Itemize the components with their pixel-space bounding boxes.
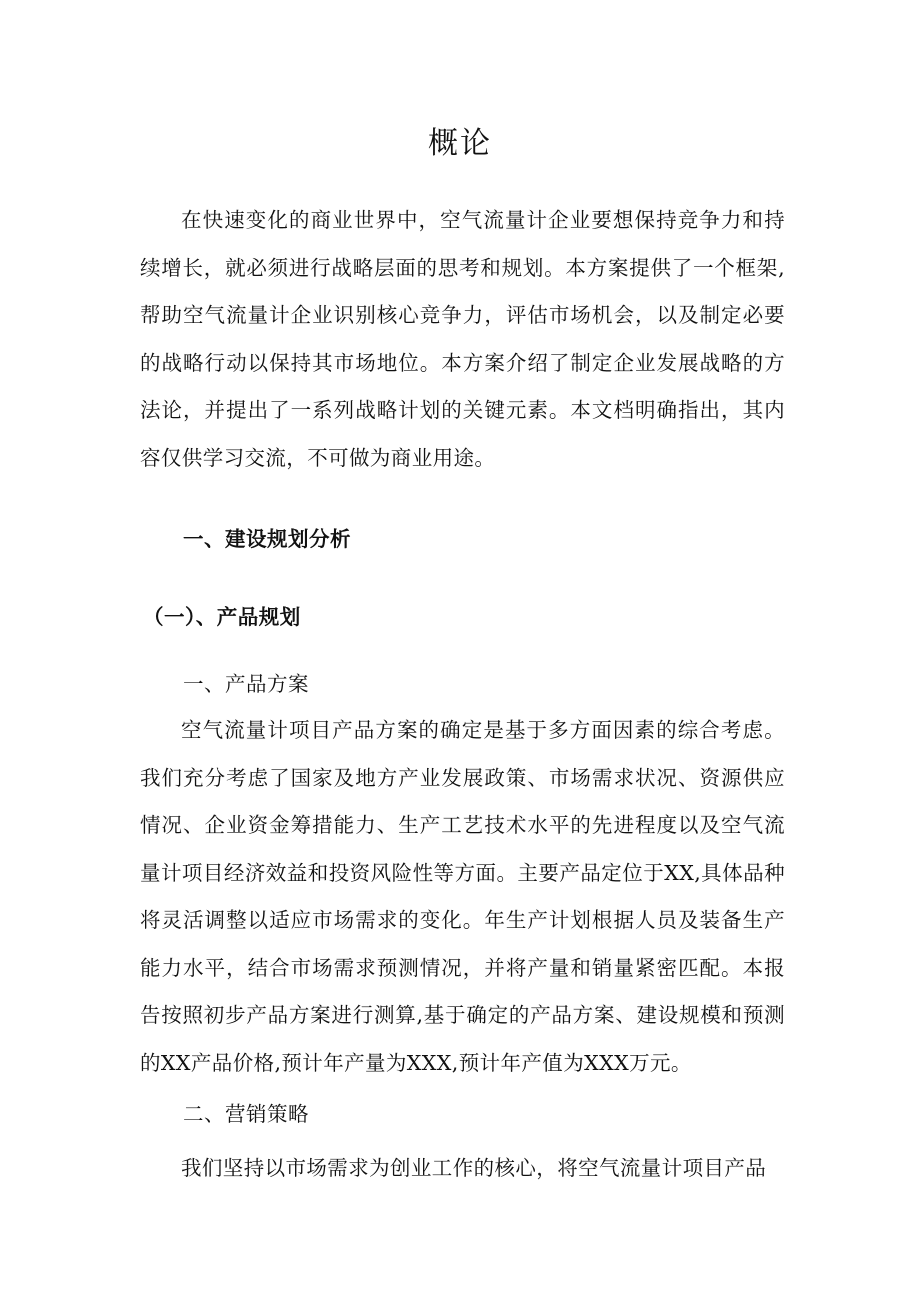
item-heading-product-plan: 一、产品方案 <box>183 672 309 696</box>
product-plan-paragraph: 空气流量计项目产品方案的确定是基于多方面因素的综合考虑。我们充分考虑了国家及地方产业发展政策、市场需求状况、资源供应情况、企业资金筹措能力、生产工艺技术水平的先进程度以及空气流量计项目经济效益和投资风险性等方面。主要产品定位于XX,具体品种将灵活调整以适应市场需求的变化。年生产计划根据人员及装备生产能力水平，结合市场需求预测情况，并将产量和销量紧密匹配。本报告按照初步产品方案进行测算,基于确定的产品方案、建设规模和预测的XX产品价格,预计年产量为XXX,预计年产值为XXX万元。 <box>140 718 785 1075</box>
intro-paragraph: 在快速变化的商业世界中，空气流量计企业要想保持竞争力和持续增长，就必须进行战略层面的思考和规划。本方案提供了一个框架,帮助空气流量计企业识别核心竞争力，评估市场机会，以及制定必要的战略行动以保持其市场地位。本方案介绍了制定企业发展战略的方法论，并提出了一系列战略计划的关键元素。本文档明确指出，其内容仅供学习交流，不可做为商业用途。 <box>140 208 785 470</box>
subsection-heading-product-planning: （一）、产品规划 <box>143 605 301 629</box>
marketing-strategy-paragraph: 我们坚持以市场需求为创业工作的核心，将空气流量计项目产品 <box>181 1156 767 1180</box>
section-heading-construction-planning: 一、建设规划分析 <box>183 527 351 551</box>
item-heading-marketing-strategy: 二、营销策略 <box>183 1102 309 1126</box>
document-title: 概论 <box>428 126 492 161</box>
